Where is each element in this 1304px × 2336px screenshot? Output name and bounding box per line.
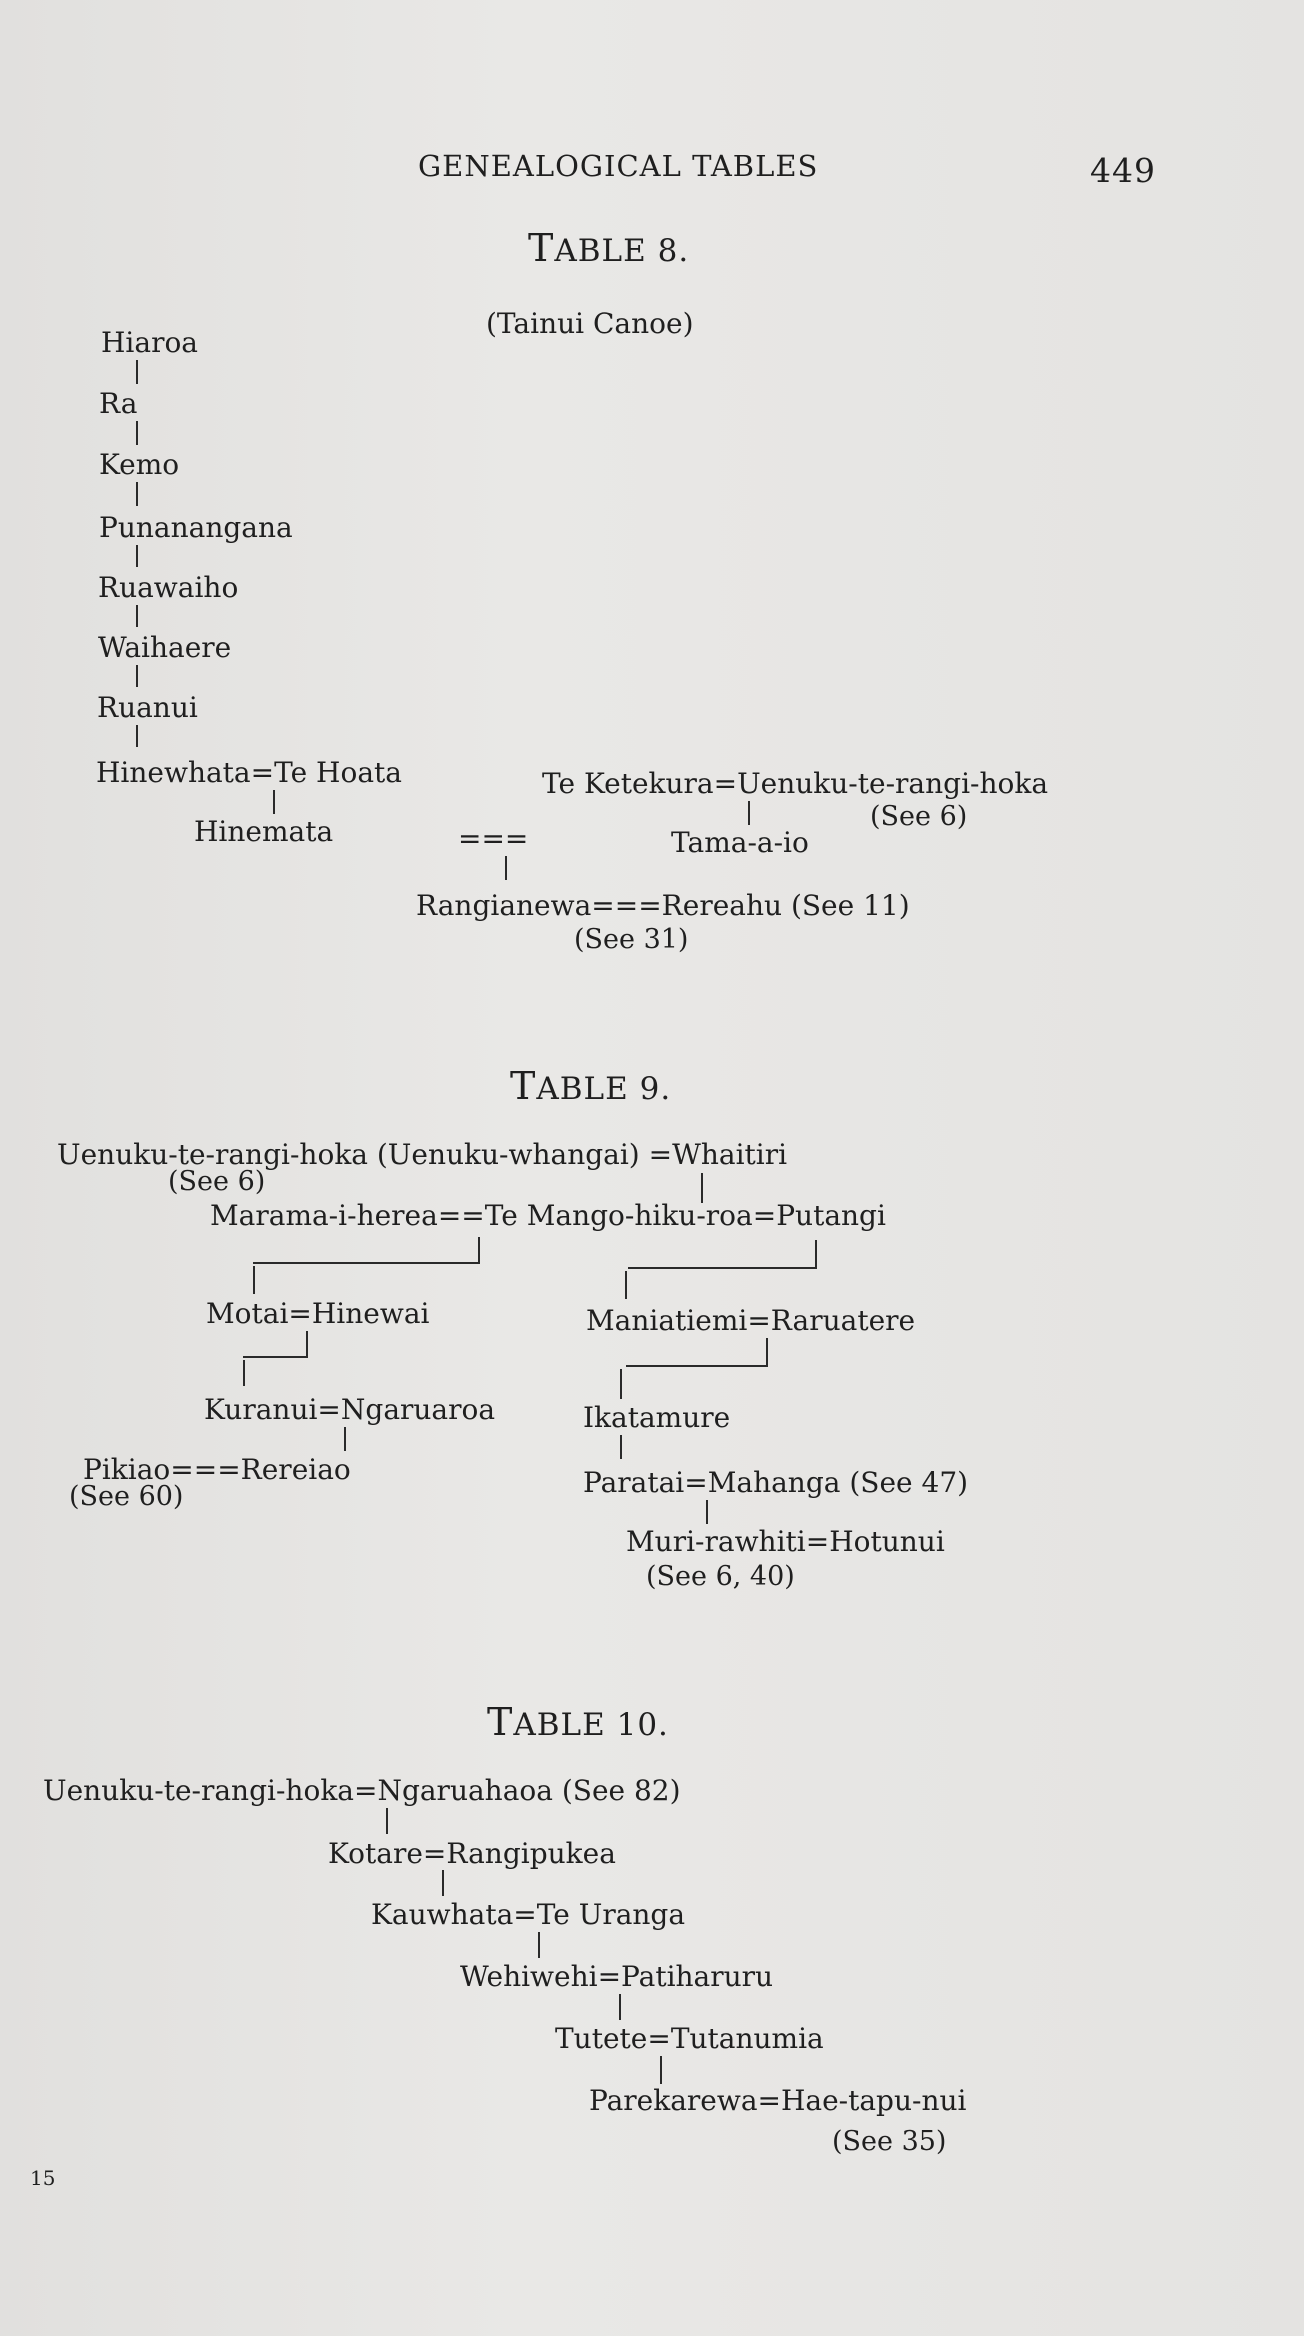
descent-line [136, 545, 138, 567]
descent-name: Waihaere [98, 631, 232, 664]
descent-line [136, 725, 138, 747]
descent-line [619, 1994, 621, 2020]
cross-reference: (See 6) [168, 1166, 266, 1197]
cross-reference: (See 35) [832, 2126, 947, 2157]
descent-line [243, 1360, 245, 1386]
descent-line [253, 1266, 255, 1294]
marriage: Tutete=Tutanumia [555, 2022, 824, 2055]
marriage: Muri-rawhiti=Hotunui [626, 1525, 945, 1558]
descent-name: Punanangana [99, 511, 293, 544]
descent-line [620, 1369, 622, 1399]
table-8-heading: TABLE 8. [528, 226, 690, 270]
marriage: Pikiao===Rereiao [83, 1453, 351, 1486]
descent-line [538, 1932, 540, 1958]
marriage: Uenuku-te-rangi-hoka=Ngaruahaoa (See 82) [43, 1774, 681, 1807]
descent-line [273, 790, 275, 814]
marriage: Parekarewa=Hae-tapu-nui [589, 2084, 967, 2117]
descent-line [748, 801, 750, 825]
descent-name: Kemo [99, 448, 180, 481]
marriage: Te Ketekura=Uenuku-te-rangi-hoka [542, 767, 1049, 800]
descent-line [136, 605, 138, 627]
marriage: Rangianewa===Rereahu (See 11) [416, 889, 910, 922]
marriage: Motai=Hinewai [206, 1297, 430, 1330]
page-number: 449 [1090, 151, 1156, 190]
running-title: GENEALOGICAL TABLES [418, 149, 819, 183]
cross-reference: (See 60) [69, 1481, 184, 1512]
table-9-heading: TABLE 9. [510, 1064, 672, 1108]
descent-line [620, 1435, 622, 1459]
descent-line [136, 421, 138, 445]
descent-line [344, 1427, 346, 1451]
branch-line [628, 1267, 817, 1269]
descent-name: Ruanui [97, 691, 198, 724]
descent-line [505, 856, 507, 880]
branch-line [243, 1356, 308, 1358]
descent-line [136, 482, 138, 506]
cross-reference: (See 6, 40) [646, 1561, 795, 1592]
descent-line [660, 2056, 662, 2084]
descendant: Hinemata [194, 815, 334, 848]
descent-line [306, 1331, 308, 1357]
table-10-heading: TABLE 10. [487, 1700, 669, 1744]
marriage: Kauwhata=Te Uranga [371, 1898, 686, 1931]
table-8-subtitle: (Tainui Canoe) [486, 307, 694, 340]
descent-line [442, 1870, 444, 1896]
marriage: Uenuku-te-rangi-hoka (Uenuku-whangai) =Whaitiri [57, 1138, 788, 1171]
signature-mark: 15 [30, 2166, 56, 2190]
branch-line [253, 1262, 480, 1264]
descendant: Tama-a-io [671, 826, 809, 859]
branch-line [626, 1365, 768, 1367]
marriage: Paratai=Mahanga (See 47) [583, 1466, 969, 1499]
marriage: Kuranui=Ngaruaroa [204, 1393, 496, 1426]
descent-name: Ruawaiho [98, 571, 239, 604]
descent-name: Ra [99, 387, 138, 420]
descent-line [478, 1237, 480, 1263]
union-joiner: === [458, 822, 529, 855]
descent-name: Hiaroa [101, 326, 199, 359]
cross-reference: (See 6) [870, 801, 968, 832]
descent-line [136, 665, 138, 687]
descent-line [766, 1338, 768, 1366]
descent-line [386, 1808, 388, 1834]
descendant: Ikatamure [583, 1401, 731, 1434]
descent-line [136, 360, 138, 384]
descent-line [815, 1240, 817, 1268]
marriage: Kotare=Rangipukea [328, 1837, 616, 1870]
cross-reference: (See 31) [574, 924, 689, 955]
descent-line [625, 1271, 627, 1299]
marriage: Maniatiemi=Raruatere [586, 1304, 916, 1337]
marriage: Marama-i-herea==Te Mango-hiku-roa=Putangi [210, 1199, 886, 1232]
marriage: Hinewhata=Te Hoata [96, 756, 402, 789]
marriage: Wehiwehi=Patiharuru [460, 1960, 774, 1993]
descent-line [706, 1500, 708, 1524]
